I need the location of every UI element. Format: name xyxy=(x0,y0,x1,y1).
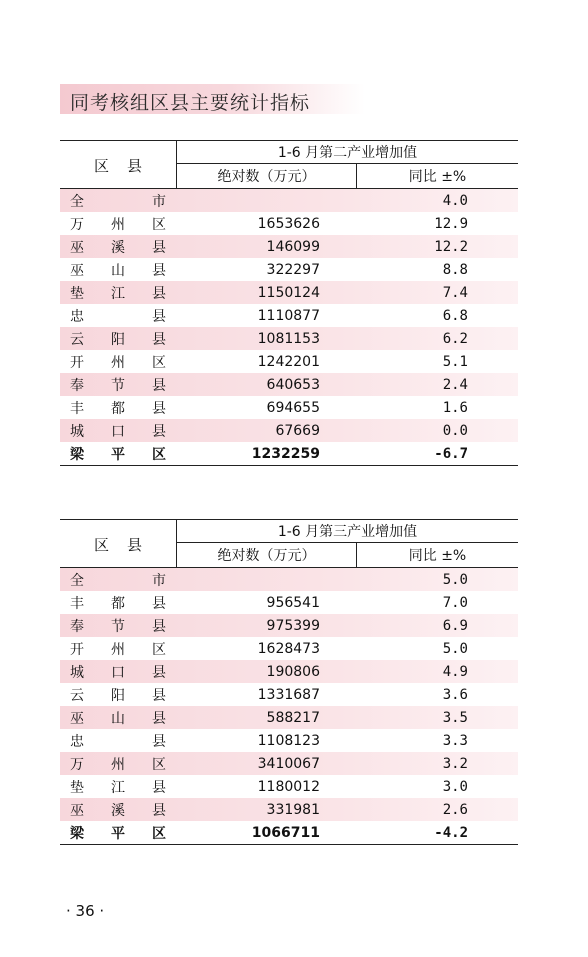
region-name: 梁 平 区 xyxy=(70,446,166,463)
absolute-value: 1110877 xyxy=(257,307,320,324)
absolute-value: 146099 xyxy=(266,238,320,255)
absolute-value: 694655 xyxy=(266,399,320,416)
region-header-label: 区县 xyxy=(93,156,160,175)
table-row xyxy=(60,706,518,729)
yoy-change: 2.6 xyxy=(442,801,468,818)
yoy-change: 8.8 xyxy=(442,261,468,278)
region-name: 垫 江 县 xyxy=(70,285,166,302)
absolute-value: 1108123 xyxy=(257,732,320,749)
yoy-change: 4.0 xyxy=(442,192,468,209)
table-body xyxy=(60,189,518,465)
table-row xyxy=(60,235,518,258)
table-row xyxy=(60,568,518,591)
table-bottom-rule xyxy=(60,844,518,845)
region-name: 云 阳 县 xyxy=(70,687,166,704)
region-name: 全 市 xyxy=(70,572,166,589)
table-row xyxy=(60,189,518,212)
table-row xyxy=(60,729,518,752)
yoy-change: 3.3 xyxy=(442,732,468,749)
region-name: 全 市 xyxy=(70,193,166,210)
yoy-change: 3.2 xyxy=(442,755,468,772)
table-row xyxy=(60,258,518,281)
region-header xyxy=(60,520,176,568)
absolute-value: 1628473 xyxy=(257,640,320,657)
table-row xyxy=(60,614,518,637)
absolute-value: 1081153 xyxy=(257,330,320,347)
col-header-absolute: 绝对数（万元） xyxy=(217,169,316,185)
group-title: 1-6 月第二产业增加值 xyxy=(277,144,418,161)
yoy-change: 5.0 xyxy=(442,571,468,588)
table-row xyxy=(60,304,518,327)
secondary-industry-table xyxy=(60,140,518,466)
absolute-value: 956541 xyxy=(266,594,320,611)
yoy-change: 6.2 xyxy=(442,330,468,347)
table-body xyxy=(60,568,518,844)
yoy-change: 0.0 xyxy=(442,422,468,439)
table-row xyxy=(60,281,518,304)
region-name: 奉 节 县 xyxy=(70,377,166,394)
table-row xyxy=(60,212,518,235)
absolute-value: 1653626 xyxy=(257,215,320,232)
col-header-yoy: 同比 ±% xyxy=(408,548,467,564)
yoy-change: 3.0 xyxy=(442,778,468,795)
absolute-value: 588217 xyxy=(266,709,320,726)
absolute-value: 67669 xyxy=(275,422,320,439)
yoy-change: 7.4 xyxy=(442,284,468,301)
table-row xyxy=(60,752,518,775)
page-number: · 36 · xyxy=(66,902,105,920)
table-row xyxy=(60,683,518,706)
region-name: 梁 平 区 xyxy=(70,825,166,842)
yoy-change: 4.9 xyxy=(442,663,468,680)
table-row xyxy=(60,373,518,396)
region-header-label: 区县 xyxy=(93,535,160,554)
table-row xyxy=(60,637,518,660)
table-row xyxy=(60,442,518,465)
region-name: 万 州 区 xyxy=(70,756,166,773)
region-name: 巫 溪 县 xyxy=(70,239,166,256)
absolute-value: 1150124 xyxy=(257,284,320,301)
table-row xyxy=(60,660,518,683)
yoy-change: 2.4 xyxy=(442,376,468,393)
table-row xyxy=(60,798,518,821)
col-header-absolute: 绝对数（万元） xyxy=(217,548,316,564)
table-row xyxy=(60,350,518,373)
region-name: 城 口 县 xyxy=(70,423,166,440)
absolute-value: 190806 xyxy=(266,663,320,680)
region-name: 丰 都 县 xyxy=(70,595,166,612)
absolute-value: 1232259 xyxy=(251,445,320,462)
absolute-value: 975399 xyxy=(266,617,320,634)
yoy-change: -6.7 xyxy=(434,445,468,462)
region-header xyxy=(60,141,176,189)
absolute-value: 1066711 xyxy=(251,824,320,841)
page-title: 同考核组区县主要统计指标 xyxy=(70,92,311,114)
col-header-yoy: 同比 ±% xyxy=(408,169,467,185)
region-name: 城 口 县 xyxy=(70,664,166,681)
absolute-value: 331981 xyxy=(266,801,320,818)
region-name: 巫 山 县 xyxy=(70,710,166,727)
region-name: 开 州 区 xyxy=(70,641,166,658)
yoy-change: 3.5 xyxy=(442,709,468,726)
region-name: 万 州 区 xyxy=(70,216,166,233)
yoy-change: 6.8 xyxy=(442,307,468,324)
yoy-change: 7.0 xyxy=(442,594,468,611)
region-name: 丰 都 县 xyxy=(70,400,166,417)
yoy-change: 1.6 xyxy=(442,399,468,416)
absolute-value: 322297 xyxy=(266,261,320,278)
absolute-value: 1331687 xyxy=(257,686,320,703)
region-name: 云 阳 县 xyxy=(70,331,166,348)
tertiary-industry-table xyxy=(60,519,518,867)
table-row xyxy=(60,419,518,442)
yoy-change: 6.9 xyxy=(442,617,468,634)
table-row xyxy=(60,775,518,798)
table-row xyxy=(60,821,518,844)
region-name: 巫 溪 县 xyxy=(70,802,166,819)
yoy-change: 12.9 xyxy=(434,215,468,232)
yoy-change: 5.1 xyxy=(442,353,468,370)
region-name: 开 州 区 xyxy=(70,354,166,371)
region-name: 奉 节 县 xyxy=(70,618,166,635)
table-bottom-rule xyxy=(60,465,518,466)
absolute-value: 1242201 xyxy=(257,353,320,370)
absolute-value: 1180012 xyxy=(257,778,320,795)
absolute-value: 3410067 xyxy=(257,755,320,772)
yoy-change: -4.2 xyxy=(434,824,468,841)
table-row xyxy=(60,327,518,350)
yoy-change: 5.0 xyxy=(442,640,468,657)
table-row xyxy=(60,591,518,614)
region-name: 忠 县 xyxy=(70,308,166,325)
region-name: 忠 县 xyxy=(70,733,166,750)
region-name: 垫 江 县 xyxy=(70,779,166,796)
yoy-change: 3.6 xyxy=(442,686,468,703)
absolute-value: 640653 xyxy=(266,376,320,393)
table-row xyxy=(60,396,518,419)
title-banner xyxy=(60,84,365,114)
group-title: 1-6 月第三产业增加值 xyxy=(277,523,418,540)
yoy-change: 12.2 xyxy=(434,238,468,255)
region-name: 巫 山 县 xyxy=(70,262,166,279)
